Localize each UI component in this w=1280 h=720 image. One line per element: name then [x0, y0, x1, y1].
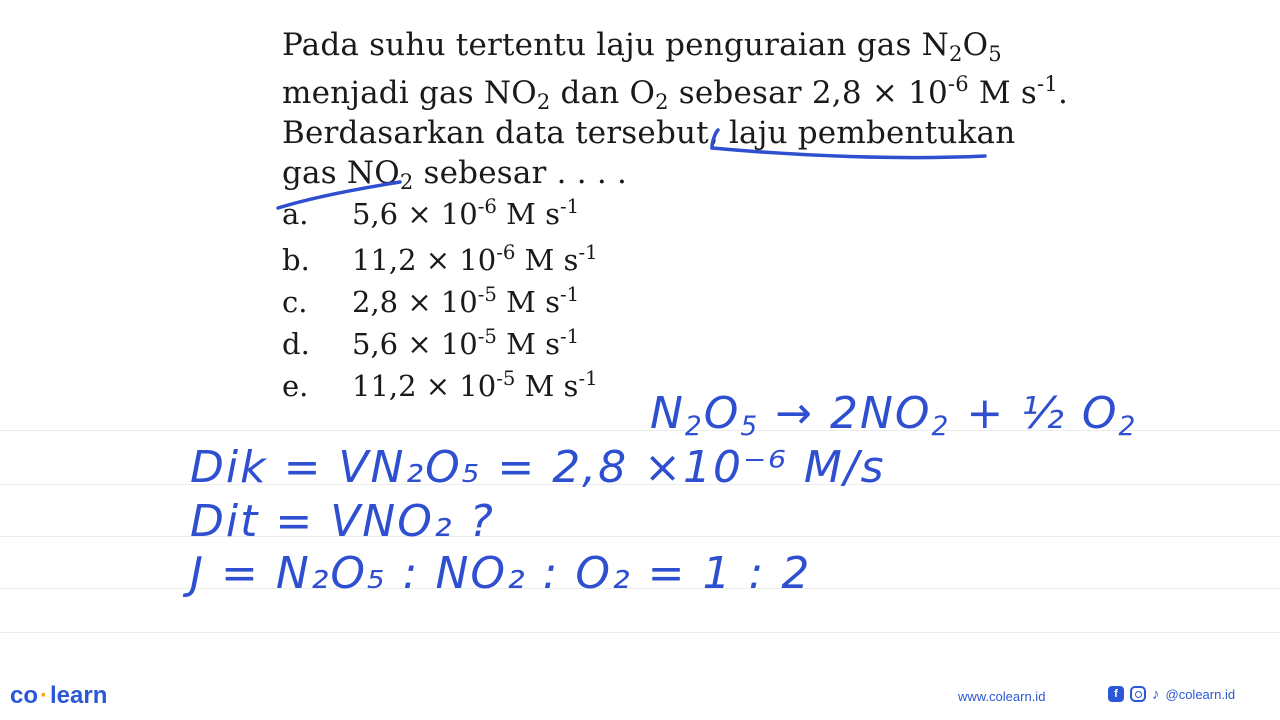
- tiktok-icon[interactable]: ♪: [1152, 685, 1160, 703]
- facebook-icon[interactable]: f: [1108, 686, 1124, 702]
- option-e: e. $11,2 \times 10^{-5}$ M $s^{-1}$: [282, 367, 598, 403]
- website-url[interactable]: www.colearn.id: [958, 689, 1046, 704]
- question-line-1: Pada suhu tertentu laju penguraian gas $N_2O_5$: [282, 27, 1002, 66]
- handwritten-reaction: $N_2O_5 \to 2NO_2$ + ½ $O_2$: [650, 388, 1138, 442]
- handwritten-jawab: J = N₂O₅ : NO₂ : O₂ = 1 : 2: [190, 548, 812, 599]
- handwritten-dit: Dit = VNO₂ ?: [190, 496, 495, 547]
- question-line-4: gas $NO_2$ sebesar . . . .: [282, 155, 628, 194]
- social-links: [1108, 686, 1235, 702]
- handwritten-dik: Dik = VN₂O₅ = 2,8 ×10⁻⁶ M/s: [190, 442, 886, 493]
- question-line-2: menjadi gas $NO_2$ dan $O_2$ sebesar $2,8 \times 10^{-6}$ M $s^{-1}$.: [282, 71, 1069, 114]
- option-b: b. $11,2 \times 10^{-6}$ M $s^{-1}$: [282, 241, 598, 277]
- option-d: d. $5,6 \times 10^{-5}$ M $s^{-1}$: [282, 325, 580, 361]
- option-c: c. $2,8 \times 10^{-5}$ M $s^{-1}$: [282, 283, 580, 319]
- instagram-icon[interactable]: [1130, 686, 1146, 702]
- colearn-logo: co·learn: [10, 682, 108, 709]
- question-line-3: Berdasarkan data tersebut, laju pembentukan: [282, 115, 1016, 151]
- social-handle: @colearn.id: [1165, 686, 1236, 702]
- option-a: a. $5,6 \times 10^{-6}$ M $s^{-1}$: [282, 195, 580, 231]
